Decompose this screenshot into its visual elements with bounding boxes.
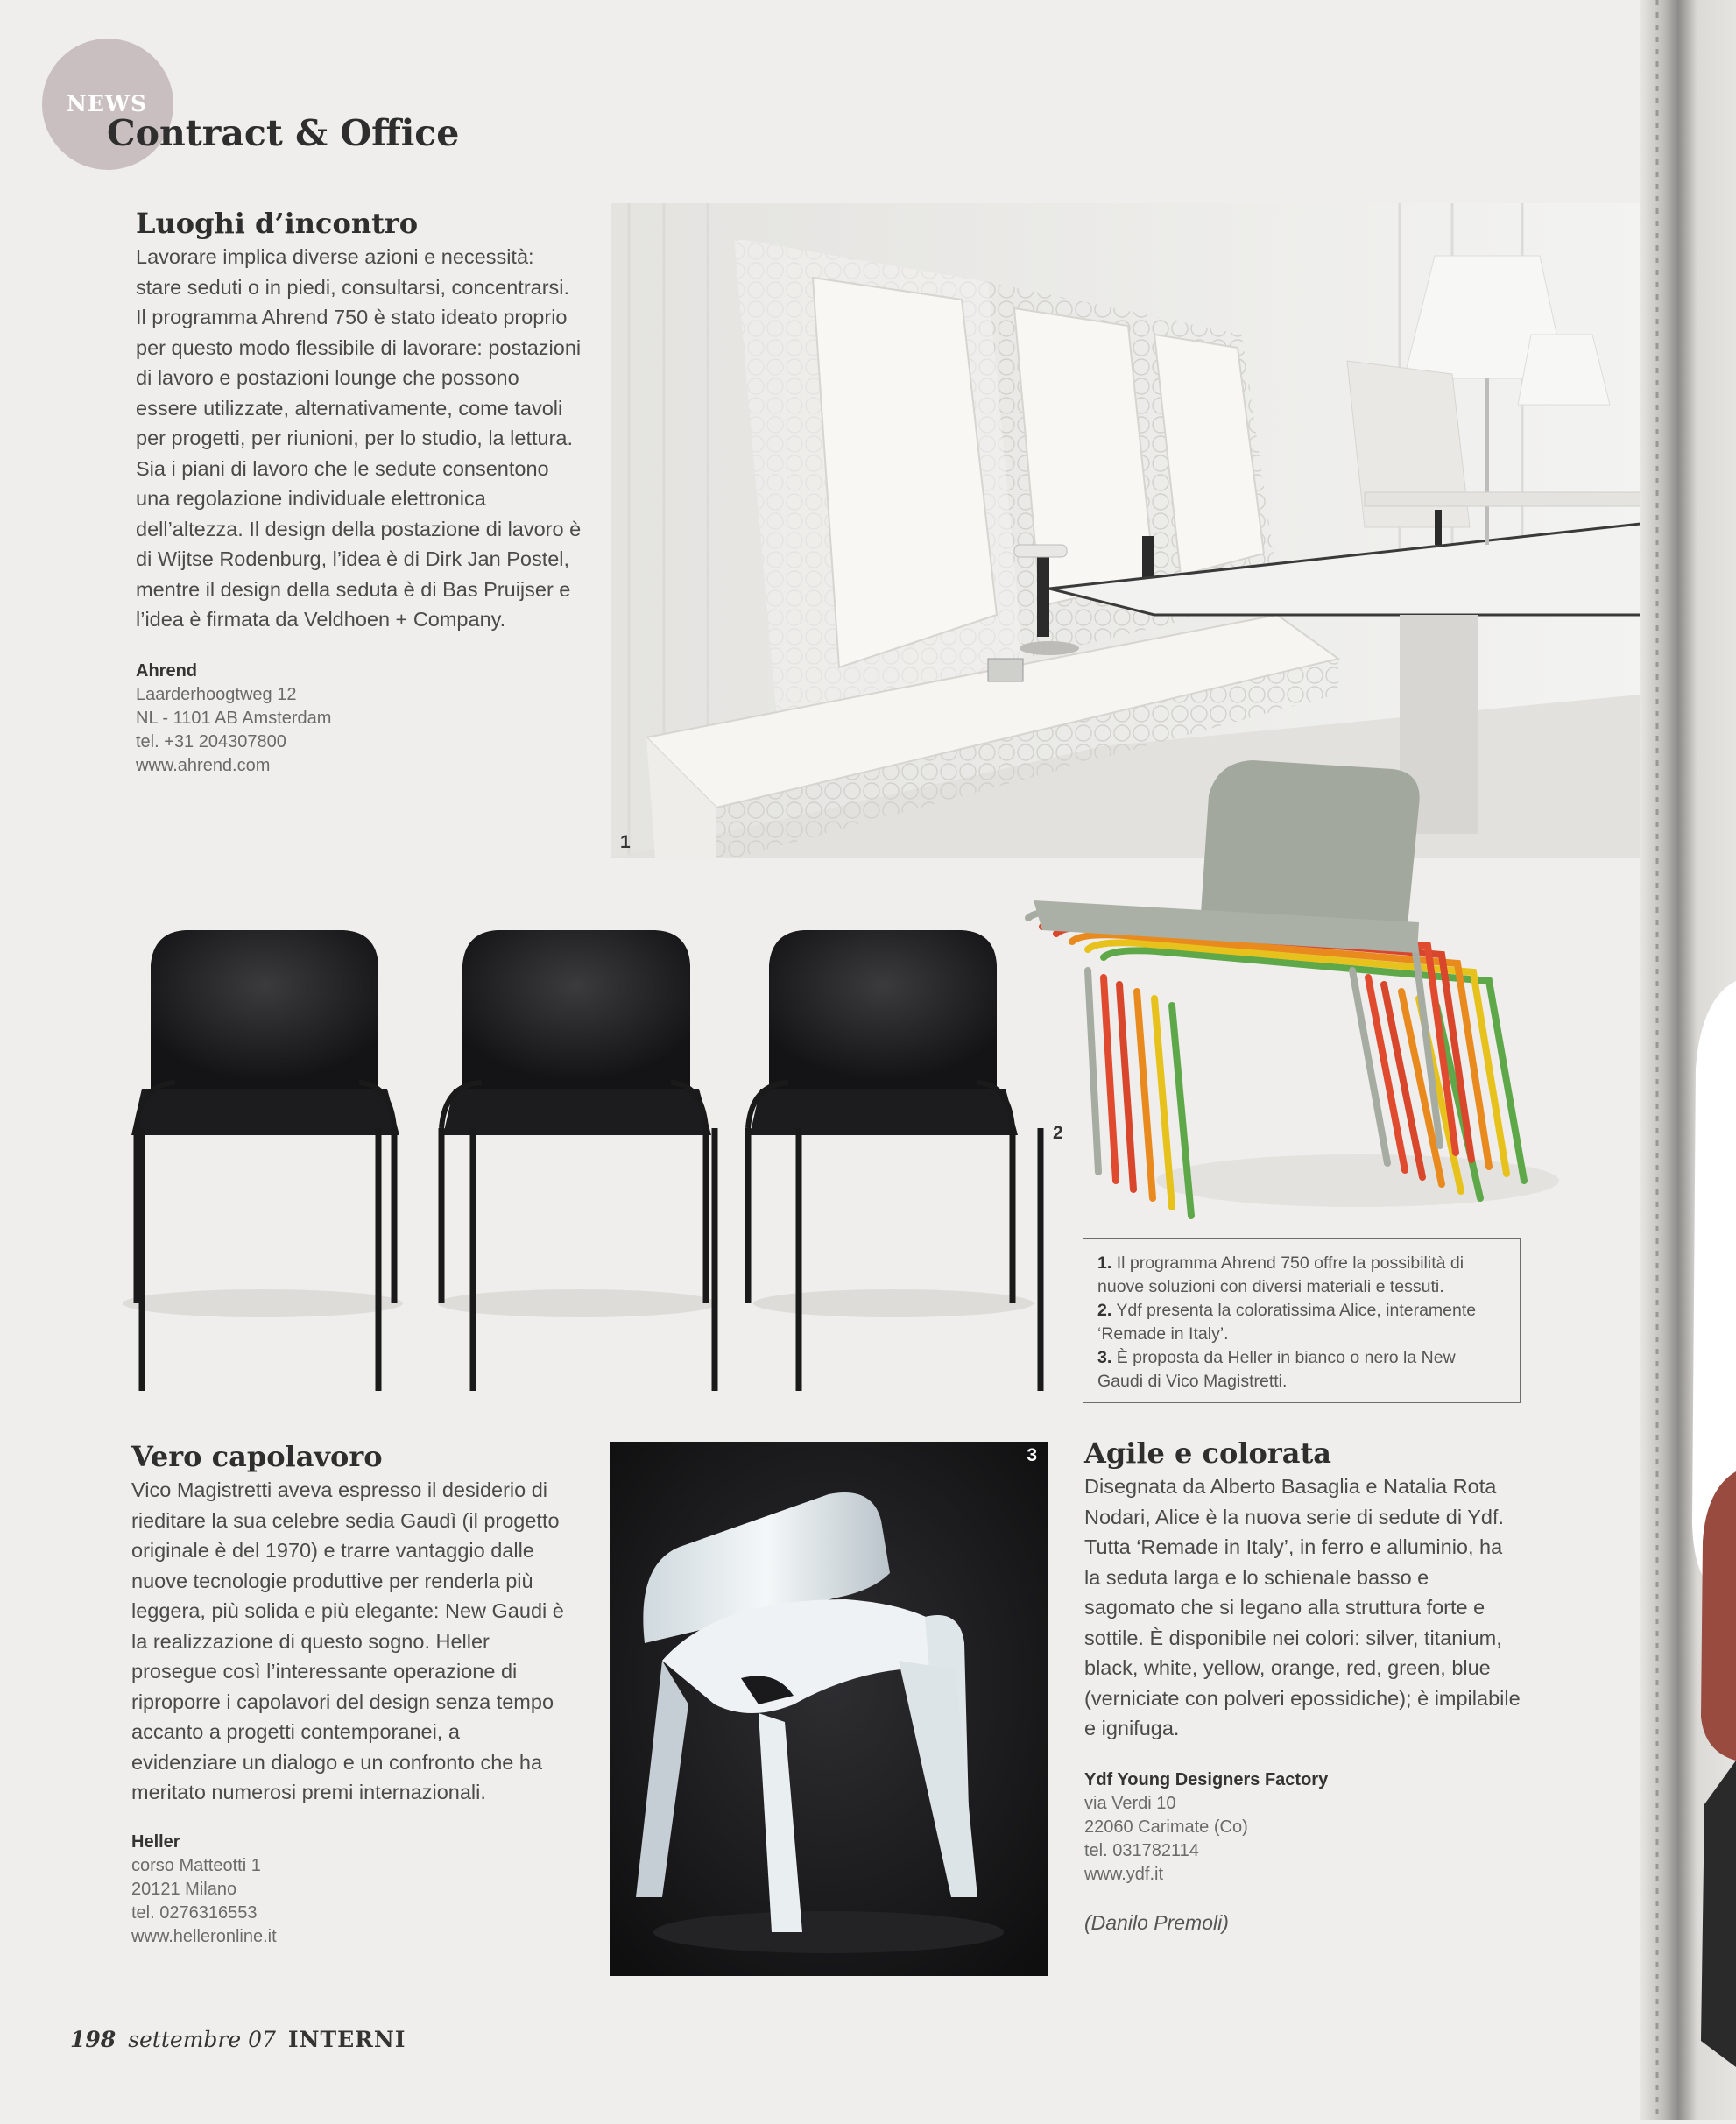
contact-web[interactable]: www.ydf.it [1084, 1864, 1164, 1884]
article-1-body: Lavorare implica diverse azioni e necessità: stare seduti o in piedi, consultarsi, concentrarsi. Il programma Ahrend 750 è stato ideato proprio per questo modo flessibile di lavorare: postazioni di lavoro e postazioni lounge che possono essere utilizzate, alternativamente, come tavoli per progetti, per riunioni, per lo studio, la lettura. Sia i piani di lavoro che le sedute consentono una regolazione individuale elettronica dell’altezza. Il design della postazione di lavoro è di Wijtse Rodenburg, l’idea è di Dirk Jan Postel, mentre il design della seduta è di Bas Pruijser e l’idea è firmata da Veldhoen + Company. [136, 245, 582, 631]
contact-tel: tel. 0276316553 [131, 1902, 258, 1923]
article-vero-capolavoro [131, 1440, 569, 1949]
contact-company: Ahrend [136, 660, 197, 681]
black-chair-3 [748, 930, 1041, 1391]
caption-2: 2. Ydf presenta la coloratissima Alice, interamente ‘Remade in Italy’. [1097, 1301, 1477, 1344]
contact-address: via Verdi 10 [1084, 1793, 1176, 1813]
magazine-name: INTERNI [287, 2027, 406, 2052]
page-gutter [1640, 0, 1736, 2120]
contact-city: 22060 Carimate (Co) [1084, 1817, 1248, 1837]
author-credit: (Danilo Premoli) [1084, 1910, 1229, 1934]
contact-city: 20121 Milano [131, 1879, 237, 1899]
article-3-contact [1084, 1768, 1522, 1887]
article-2-headline: Vero capolavoro [131, 1440, 383, 1473]
photo-new-gaudi-chair [610, 1442, 1048, 1976]
article-3-body: Disegnata da Alberto Basaglia e Natalia Rota Nodari, Alice è la nuova serie di sedute di Ydf. Tutta ‘Remade in Italy’, in ferro e alluminio, ha la seduta larga e lo schienale basso e sagomato che si legano alla struttura forte e sottile. È disponibile nei colori: silver, titanium, black, white, yellow, orange, red, green, blue (verniciate con polveri epossidiche); è impilabile e ignifuga. [1084, 1475, 1521, 1739]
photo-1-number: 1 [620, 832, 631, 852]
article-agile-colorata [1084, 1436, 1522, 1935]
article-2-contact [131, 1831, 569, 1949]
article-2-body: Vico Magistretti aveva espresso il desiderio di rieditare la sua celebre sedia Gaudì (il progetto originale è del 1970) e trarre vantaggio dalle nuove tecnologie produttive per renderla più leggera, più solida e più elegante: New Gaudi è la realizzazione di questo sogno. Heller prosegue così l’interessante operazione di riproporre i capolavori del design senza tempo accanto a progetti contemporanei, a evidenziare un dialogo e un confronto che ha meritato numerosi premi internazionali. [131, 1478, 564, 1803]
contact-web[interactable]: www.helleronline.it [131, 1926, 277, 1946]
caption-box [1083, 1238, 1521, 1403]
contact-company: Ydf Young Designers Factory [1084, 1769, 1329, 1789]
contact-web[interactable]: www.ahrend.com [136, 755, 271, 775]
section-title: Contract & Office [107, 112, 460, 154]
photo-3-number: 3 [1027, 1445, 1037, 1465]
news-label: NEWS [67, 91, 148, 116]
contact-address: Laarderhoogtweg 12 [136, 684, 297, 704]
photo-2-number: 2 [1053, 1123, 1063, 1143]
page-footer [70, 2027, 406, 2052]
article-luoghi-incontro [136, 207, 582, 778]
contact-address: corso Matteotti 1 [131, 1855, 261, 1875]
alice-stack [1028, 911, 1559, 1216]
contact-city: NL - 1101 AB Amsterdam [136, 708, 332, 728]
contact-company: Heller [131, 1831, 180, 1852]
contact-tel: tel. +31 204307800 [136, 731, 286, 752]
page-number: 198 [70, 2027, 116, 2052]
issue-date: settembre 07 [128, 2027, 276, 2052]
black-chair-2 [438, 930, 718, 1391]
caption-1: 1. Il programma Ahrend 750 offre la possibilità di nuove soluzioni con diversi materiali e tessuti. [1097, 1253, 1464, 1296]
contact-tel: tel. 031782114 [1084, 1840, 1199, 1860]
article-3-headline: Agile e colorata [1084, 1436, 1331, 1470]
black-chair-1 [123, 930, 403, 1391]
article-1-headline: Luoghi d’incontro [136, 207, 419, 240]
caption-3: 3. È proposta da Heller in bianco o nero la New Gaudi di Vico Magistretti. [1097, 1348, 1456, 1391]
